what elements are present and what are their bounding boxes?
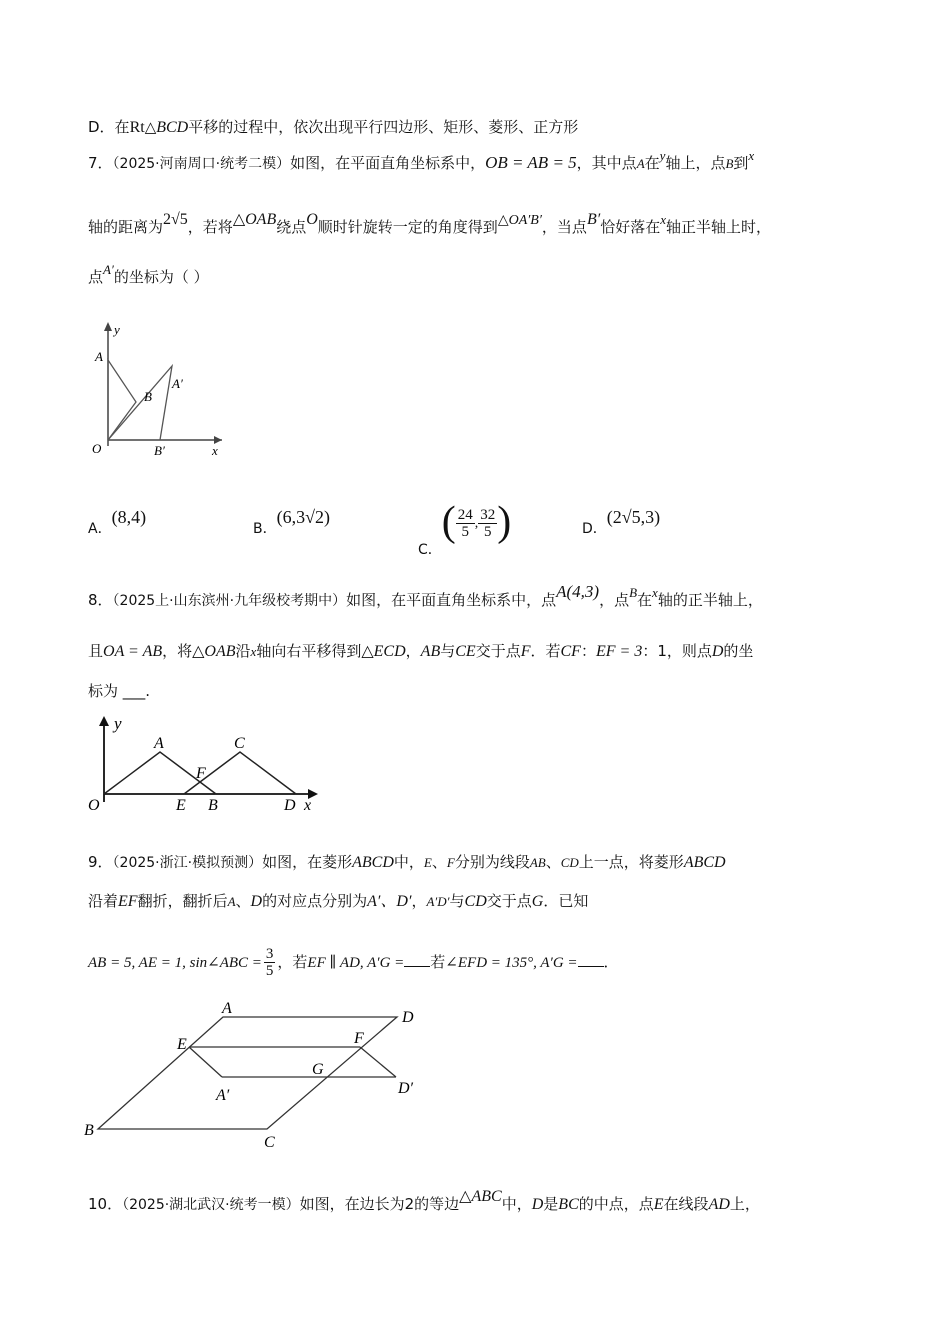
label-d: D xyxy=(402,1009,414,1026)
answer-blank-1[interactable] xyxy=(404,954,430,967)
segment-ea1 xyxy=(189,1047,222,1077)
label-y: y xyxy=(114,322,120,337)
label-e: E xyxy=(177,1036,187,1053)
q8-figure xyxy=(84,712,324,814)
option-d-line: D．在Rt△BCD平移的过程中，依次出现平行四边形、矩形、菱形、正方形 xyxy=(88,118,579,136)
label-e: E xyxy=(176,797,186,814)
triangle-oab xyxy=(108,360,136,440)
label-f: F xyxy=(196,765,206,782)
q7-line-3: 点A′的坐标为（ ） xyxy=(88,262,209,286)
label-g: G xyxy=(312,1061,324,1078)
q9-line-1: 9．（2025·浙江·模拟预测）如图，在菱形ABCD中，E、F分别为线段AB、CD上一点，将菱形ABCD xyxy=(88,853,726,871)
label-b: B xyxy=(208,797,218,814)
q7-option-a[interactable]: A．(8,4) xyxy=(88,507,147,537)
q9-line-2: 沿着EF翻折，翻折后A、D的对应点分别为A′、D′，A′D′与CD交于点G．已知 xyxy=(88,892,589,910)
label-o: O xyxy=(88,797,100,814)
label-c: C xyxy=(234,735,245,752)
q10-line-1: 10．（2025·湖北武汉·统考一模）如图，在边长为2的等边△ABC中，D是BC的中点，点E在线段AD上， xyxy=(88,1188,760,1213)
q7-line-2: 轴的距离为2√5，若将△OAB绕点O顺时针旋转一定的角度得到△OA′B′，当点B′恰好落在x轴正半轴上时， xyxy=(88,211,772,236)
label-a: A xyxy=(222,1000,232,1017)
y-axis-arrow xyxy=(104,322,112,331)
label-x: x xyxy=(304,797,312,814)
label-f: F xyxy=(354,1030,364,1047)
q9-line-3: AB = 5, AE = 1, sin∠ABC = $\frac{3}{5}$ ，若EF ∥ AD, A′G = 若∠EFD = 135°, A′G = ． xyxy=(88,946,619,979)
q7-option-d[interactable]: D．(2√5,3) xyxy=(582,507,661,537)
triangle-oa1b1 xyxy=(108,366,172,440)
q7-option-c[interactable]: C．( $\frac{24}{5}$ , $\frac{32}{5}$ ) xyxy=(418,499,512,558)
q7-line-1: 7．（2025·河南周口·统考二模）如图，在平面直角坐标系中，OB = AB = 5，其中点A在y轴上，点B到x xyxy=(88,148,755,172)
y-axis-arrow xyxy=(99,716,109,726)
q8-line-1: 8．（2025上·山东滨州·九年级校考期中）如图，在平面直角坐标系中，点A(4,3)，点B在x轴的正半轴上， xyxy=(88,582,763,609)
label-b-prime: B′ xyxy=(154,443,165,458)
label-d-prime: D′ xyxy=(398,1080,414,1097)
label-y: y xyxy=(114,714,122,733)
q7-option-b[interactable]: B．(6,3√2) xyxy=(253,507,330,537)
label-c: C xyxy=(264,1134,275,1151)
label-a: A xyxy=(154,735,164,752)
label-o: O xyxy=(92,441,102,456)
label-a-prime: A′ xyxy=(172,376,183,391)
label-b: B xyxy=(84,1122,94,1139)
label-x: x xyxy=(212,443,218,458)
q8-line-3: 标为 ___. xyxy=(88,682,151,700)
label-b: B xyxy=(144,389,152,404)
q8-line-2: 且OA = AB，将△OAB沿x轴向右平移得到△ECD，AB与CE交于点F．若CF：EF = 3：1，则点D的坐 xyxy=(88,642,754,660)
label-a: A xyxy=(95,349,103,364)
segment-fd1 xyxy=(360,1047,396,1077)
q9-figure xyxy=(80,992,430,1154)
label-d: D xyxy=(284,797,296,814)
rhombus-abcd xyxy=(98,1017,397,1129)
label-a-prime: A′ xyxy=(216,1087,230,1104)
answer-blank-2[interactable] xyxy=(578,954,604,967)
q7-figure xyxy=(84,318,234,463)
